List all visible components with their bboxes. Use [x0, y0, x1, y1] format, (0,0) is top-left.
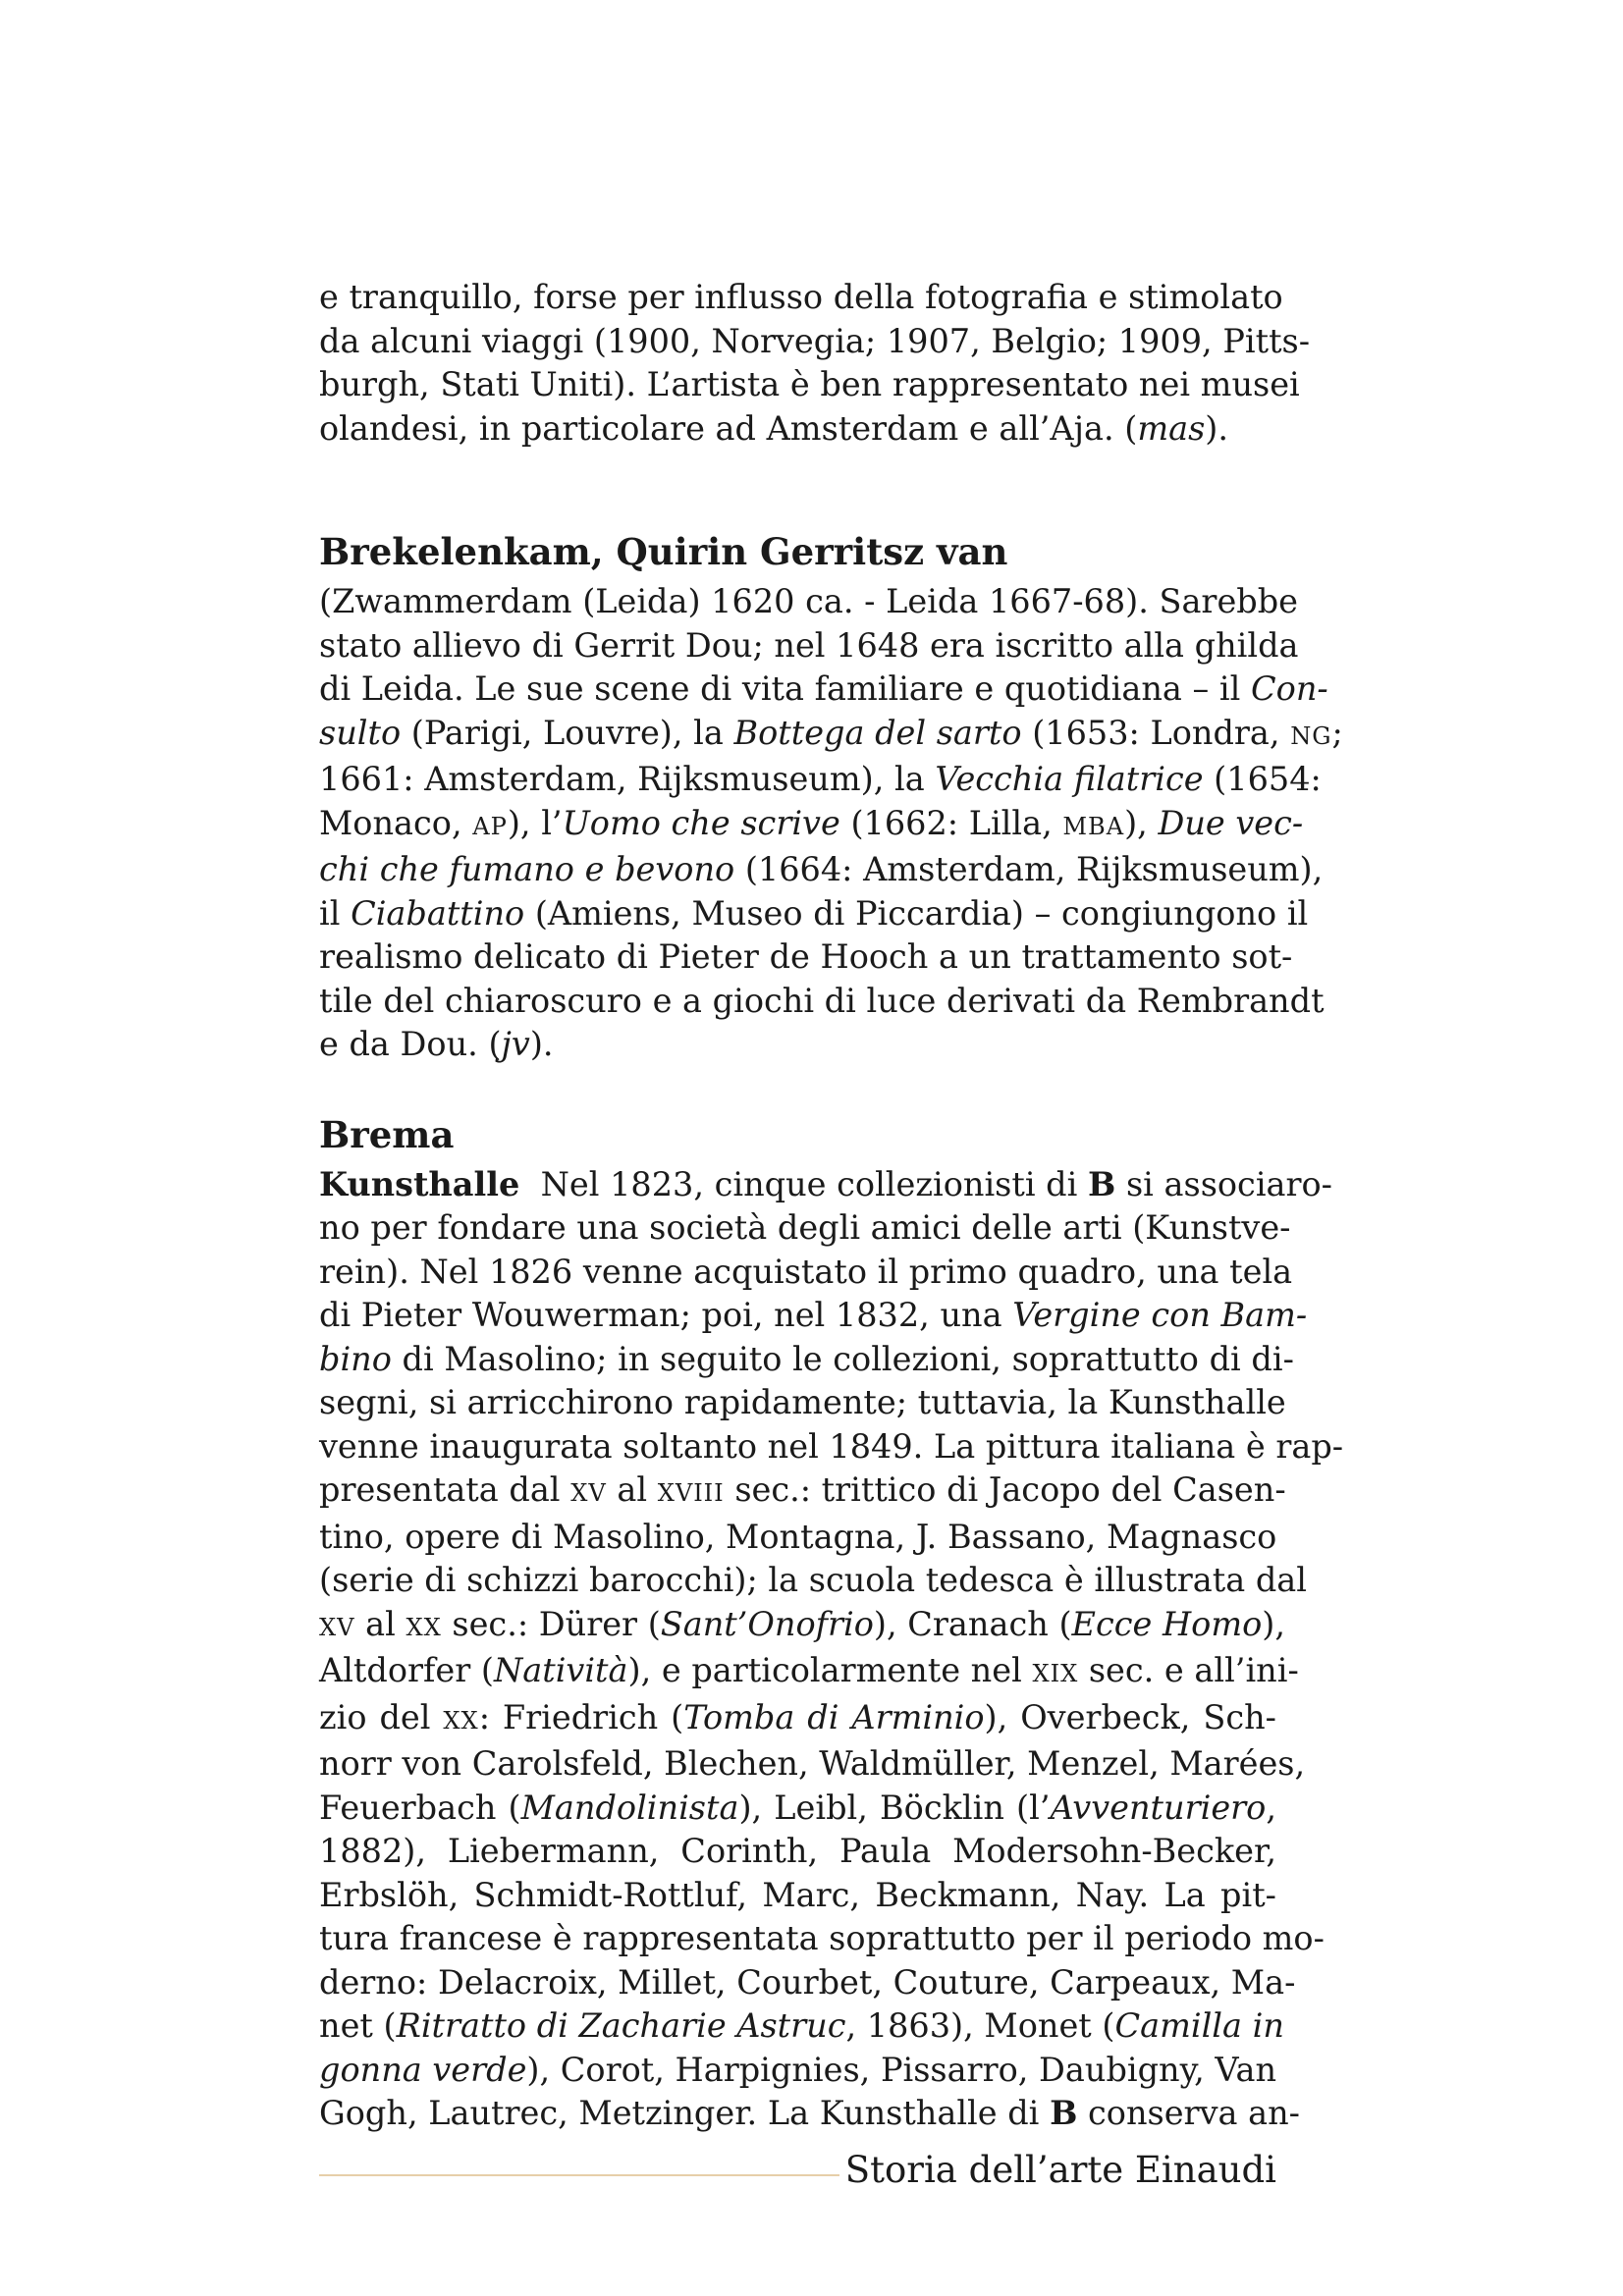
entry-body-brema — [319, 1163, 1344, 2136]
intro-paragraph — [319, 276, 1311, 451]
text-line: presentata dal XV al XVIII sec.: trittico di Jacopo del Casen- — [319, 1470, 1286, 1509]
text-line: net (Ritratto di Zacharie Astruc, 1863), Monet (Camilla in — [319, 2006, 1284, 2045]
text-line: no per fondare una società degli amici delle arti (Kunstve- — [319, 1208, 1291, 1247]
text-line: XV al XX sec.: Dürer (Sant’Onofrio), Cranach (Ecce Homo), — [319, 1604, 1286, 1643]
text-line: stato allievo di Gerrit Dou; nel 1648 era iscritto alla ghilda — [319, 625, 1299, 665]
text-line: e tranquillo, forse per influsso della fotografia e stimolato — [319, 278, 1283, 316]
text-line: Feuerbach (Mandolinista), Leibl, Böcklin (l’Avventuriero, — [319, 1788, 1276, 1827]
text-line: di Leida. Le sue scene di vita familiare e quotidiana – il Con- — [319, 669, 1328, 708]
text-line: realismo delicato di Pieter de Hooch a un trattamento sot- — [319, 937, 1293, 976]
text-line: (Zwammerdam (Leida) 1620 ca. - Leida 1667-68). Sarebbe — [319, 582, 1298, 620]
author-initials: jv — [501, 1025, 530, 1063]
text-line: tura francese è rappresentata soprattutto per il periodo mo- — [319, 1919, 1325, 1957]
text-line: norr von Carolsfeld, Blechen, Waldmüller, Menzel, Marées, — [319, 1744, 1306, 1783]
text-line: gonna verde), Corot, Harpignies, Pissarro, Daubigny, Van — [319, 2050, 1277, 2089]
page-column — [319, 276, 1344, 2136]
text-line: di Pieter Wouwerman; poi, nel 1832, una Vergine con Bam- — [319, 1296, 1308, 1334]
text-line: da alcuni viaggi (1900, Norvegia; 1907, Belgio; 1909, Pitts- — [319, 321, 1311, 360]
text-line: Erbslöh, Schmidt-Rottluf, Marc, Beckmann, Nay. La pit- — [319, 1875, 1276, 1914]
text-line: 1661: Amsterdam, Rijksmuseum), la Vecchia filatrice (1654: — [319, 760, 1322, 798]
text-line: il Ciabattino (Amiens, Museo di Piccardia) – congiungono il — [319, 893, 1309, 933]
text-line: Kunsthalle Nel 1823, cinque collezionisti di B si associaro- — [319, 1164, 1333, 1203]
text-line: olandesi, in particolare ad Amsterdam e all’Aja. (mas). — [319, 408, 1229, 448]
text-line: sulto (Parigi, Louvre), la Bottega del sarto (1653: Londra, NG; — [319, 713, 1343, 752]
entry-body-brekelenkam — [319, 580, 1343, 1067]
text-line: rein). Nel 1826 venne acquistato il primo quadro, una tela — [319, 1252, 1293, 1291]
text-line: Altdorfer (Natività), e particolarmente nel XIX sec. e all’ini- — [319, 1651, 1299, 1689]
author-initials: mas — [1137, 408, 1206, 448]
subheading-kunsthalle: Kunsthalle — [319, 1164, 520, 1203]
text-line: Monaco, AP), l’Uomo che scrive (1662: Lilla, MBA), Due vec- — [319, 803, 1304, 842]
text-line: segni, si arricchirono rapidamente; tuttavia, la Kunsthalle — [319, 1383, 1286, 1421]
footer-title: Storia dell’arte Einaudi — [844, 2149, 1276, 2191]
footer-rule — [319, 2174, 839, 2176]
text-line: 1882), Liebermann, Corinth, Paula Modersohn-Becker, — [319, 1832, 1276, 1870]
entry-heading-brema: Brema — [319, 1112, 455, 1156]
text-line: tile del chiaroscuro e a giochi di luce derivati da Rembrandt — [319, 981, 1325, 1020]
text-line: venne inaugurata soltanto nel 1849. La pittura italiana è rap- — [319, 1426, 1344, 1466]
text-line: burgh, Stati Uniti). L’artista è ben rappresentato nei musei — [319, 365, 1300, 403]
text-line: derno: Delacroix, Millet, Courbet, Couture, Carpeaux, Ma- — [319, 1962, 1296, 2002]
page-footer — [319, 2148, 1276, 2197]
text-line: (serie di schizzi barocchi); la scuola tedesca è illustrata dal — [319, 1561, 1307, 1599]
text-line: bino di Masolino; in seguito le collezioni, soprattutto di di- — [319, 1339, 1294, 1378]
text-line: Gogh, Lautrec, Metzinger. La Kunsthalle di B conserva an- — [319, 2094, 1300, 2132]
entry-heading-brekelenkam: Brekelenkam, Quirin Gerritsz van — [319, 530, 1008, 573]
text-line: tino, opere di Masolino, Montagna, J. Bassano, Magnasco — [319, 1517, 1277, 1556]
text-line: e da Dou. (jv). — [319, 1025, 554, 1063]
text-line: chi che fumano e bevono (1664: Amsterdam, Rijksmuseum), — [319, 850, 1324, 888]
text-line: zio del XX: Friedrich (Tomba di Arminio), Overbeck, Sch- — [319, 1697, 1276, 1736]
